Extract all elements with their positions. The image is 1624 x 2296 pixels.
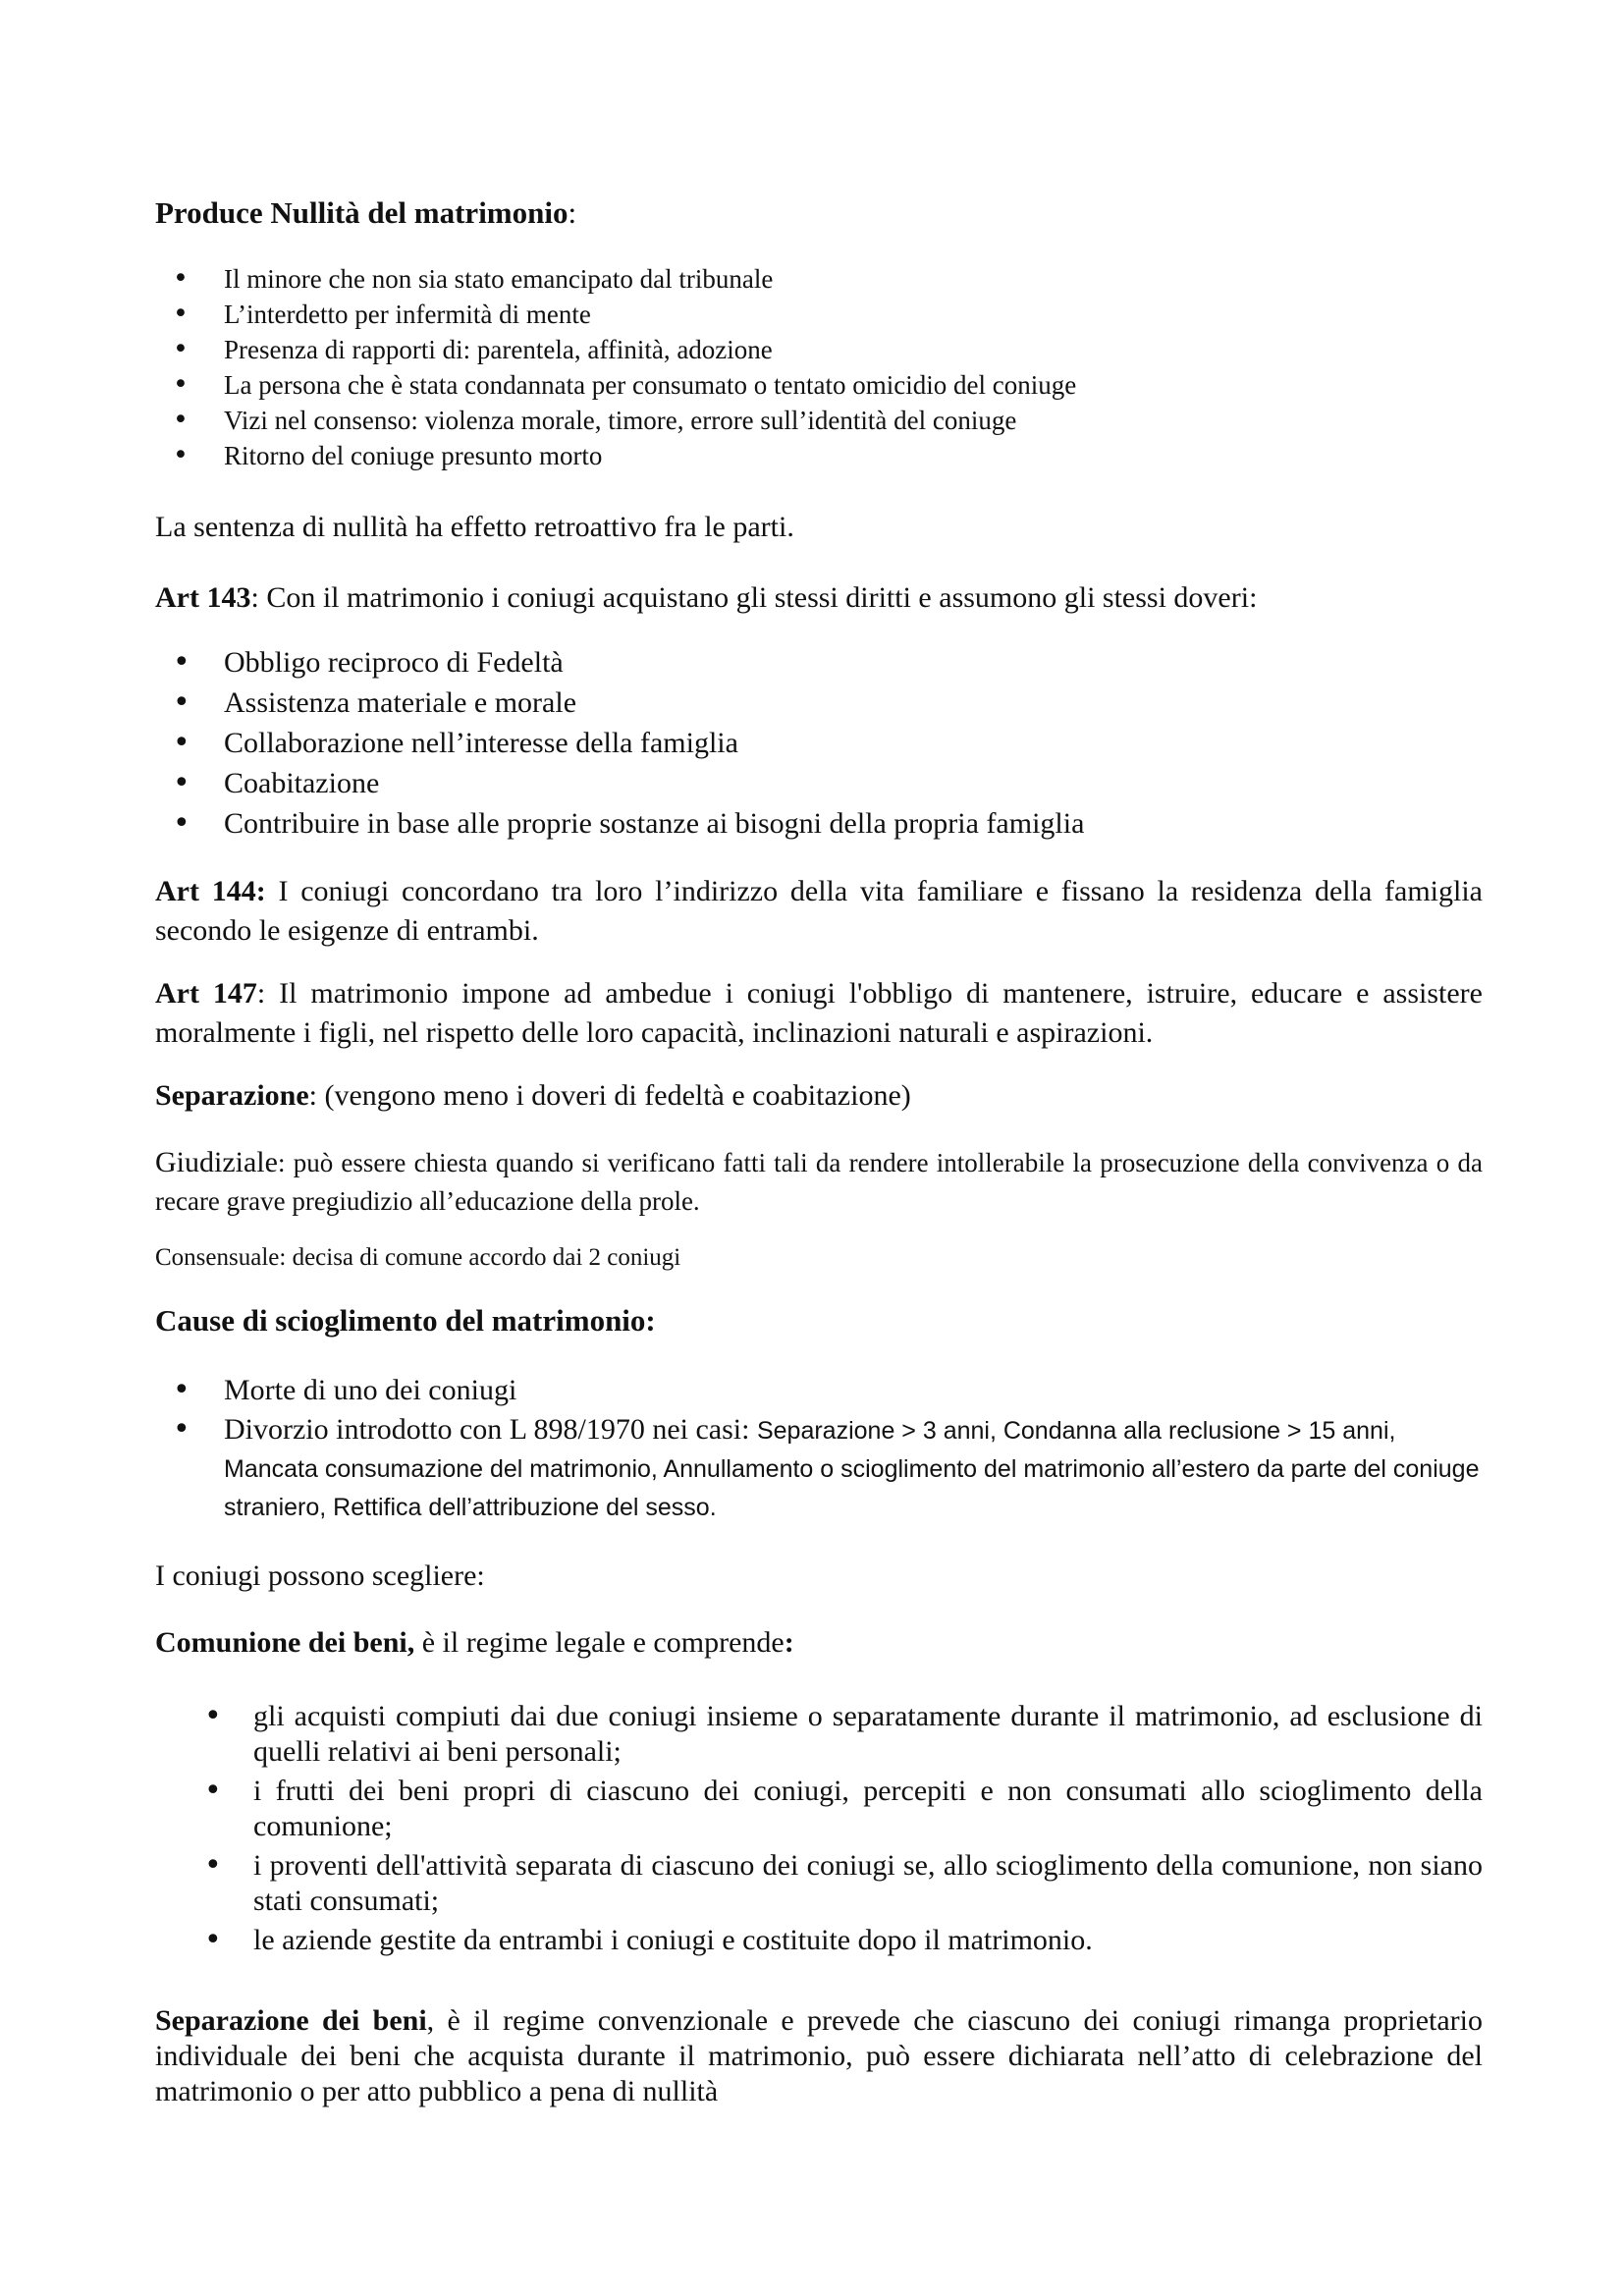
comunione-text: è il regime legale e comprende <box>414 1626 785 1659</box>
art143-label: Art 143 <box>155 581 251 614</box>
nullita-heading-text: Produce Nullità del matrimonio <box>155 195 568 230</box>
art147-label: Art 147 <box>155 977 257 1010</box>
list-item: • Presenza di rapporti di: parentela, affinità, adozione <box>155 332 1483 367</box>
art147-text: : Il matrimonio impone ad ambedue i coniugi l'obbligo di mantenere, istruire, educare e assistere moralmente i figli, nel rispetto delle loro capacità, inclinazioni naturali e aspirazioni. <box>155 977 1483 1049</box>
comunione-list <box>155 1699 1483 1958</box>
art144-paragraph <box>155 872 1483 951</box>
divorzio-cases: Separazione > 3 anni, Condanna alla reclusione > 15 anni, Mancata consumazione del matrimonio, Annullamento o scioglimento del matrimonio all’estero da parte del coniuge straniero, Rettifica dell’attribuzione del sesso. <box>224 1417 1480 1521</box>
art143-list <box>155 644 1483 843</box>
separazione-text: : (vengono meno i doveri di fedeltà e coabitazione) <box>308 1079 911 1112</box>
comunione-paragraph <box>155 1624 1483 1662</box>
nullita-list <box>155 261 1483 473</box>
list-item: • gli acquisti compiuti dai due coniugi insieme o separatamente durante il matrimonio, ad esclusione di quelli relativi ai beni personali; <box>155 1699 1483 1770</box>
art143-paragraph <box>155 579 1483 617</box>
giudiziale-text: : può essere chiesta quando si verificano fatti tali da rendere intollerabile la prosecuzione della convivenza o da recare grave pregiudizio all’educazione della prole. <box>155 1148 1483 1216</box>
list-item: • Vizi nel consenso: violenza morale, timore, errore sull’identità del coniuge <box>155 403 1483 438</box>
list-item: • i proventi dell'attività separata di ciascuno dei coniugi se, allo scioglimento della comunione, non siano stati consumati; <box>155 1848 1483 1919</box>
list-item: • L’interdetto per infermità di mente <box>155 297 1483 332</box>
list-item: • Coabitazione <box>155 765 1483 802</box>
separazione-paragraph <box>155 1077 1483 1115</box>
comunione-label: Comunione dei beni, <box>155 1626 415 1659</box>
cause-heading: Cause di scioglimento del matrimonio: <box>155 1303 656 1338</box>
list-item <box>155 1411 1483 1526</box>
list-item: • i frutti dei beni propri di ciascuno dei coniugi, percepiti e non consumati allo scioglimento della comunione; <box>155 1774 1483 1844</box>
giudiziale-paragraph <box>155 1143 1483 1221</box>
giudiziale-label: Giudiziale <box>155 1146 278 1178</box>
separazione-beni-paragraph <box>155 2003 1483 2109</box>
divorzio-text: Divorzio introdotto con L 898/1970 nei casi: <box>224 1413 757 1446</box>
sentenza-paragraph: La sentenza di nullità ha effetto retroattivo fra le parti. <box>155 511 794 543</box>
scegliere-paragraph: I coniugi possono scegliere: <box>155 1559 485 1592</box>
nullita-heading <box>155 194 1483 232</box>
list-item: • Il minore che non sia stato emancipato dal tribunale <box>155 261 1483 297</box>
comunione-colon: : <box>784 1626 794 1659</box>
list-item: • Morte di uno dei coniugi <box>155 1372 1483 1409</box>
separazione-beni-label: Separazione dei beni <box>155 2004 427 2037</box>
list-item: • Obbligo reciproco di Fedeltà <box>155 644 1483 682</box>
art144-text: I coniugi concordano tra loro l’indirizzo della vita familiare e fissano la residenza della famiglia secondo le esigenze di entrambi. <box>155 875 1483 947</box>
list-item: • Ritorno del coniuge presunto morto <box>155 438 1483 473</box>
list-item: • Assistenza materiale e morale <box>155 684 1483 722</box>
list-item: • le aziende gestite da entrambi i coniugi e costituite dopo il matrimonio. <box>155 1923 1483 1958</box>
list-item: • Collaborazione nell’interesse della famiglia <box>155 725 1483 762</box>
list-item: • La persona che è stata condannata per consumato o tentato omicidio del coniuge <box>155 367 1483 403</box>
cause-list <box>155 1372 1483 1526</box>
art144-label: Art 144: <box>155 875 266 907</box>
separazione-label: Separazione <box>155 1079 309 1112</box>
consensuale-paragraph: Consensuale: decisa di comune accordo dai 2 coniugi <box>155 1244 681 1271</box>
nullita-heading-colon: : <box>568 195 577 230</box>
separazione-beni-text: , è il regime convenzionale e prevede che ciascuno dei coniugi rimanga proprietario individuale dei beni che acquista durante il matrimonio, può essere dichiarata nell’atto di celebrazione del matrimonio o per atto pubblico a pena di nullità <box>155 2004 1483 2107</box>
art147-paragraph <box>155 974 1483 1053</box>
art143-text: : Con il matrimonio i coniugi acquistano gli stessi diritti e assumono gli stessi doveri: <box>250 581 1258 614</box>
list-item: • Contribuire in base alle proprie sostanze ai bisogni della propria famiglia <box>155 805 1483 843</box>
